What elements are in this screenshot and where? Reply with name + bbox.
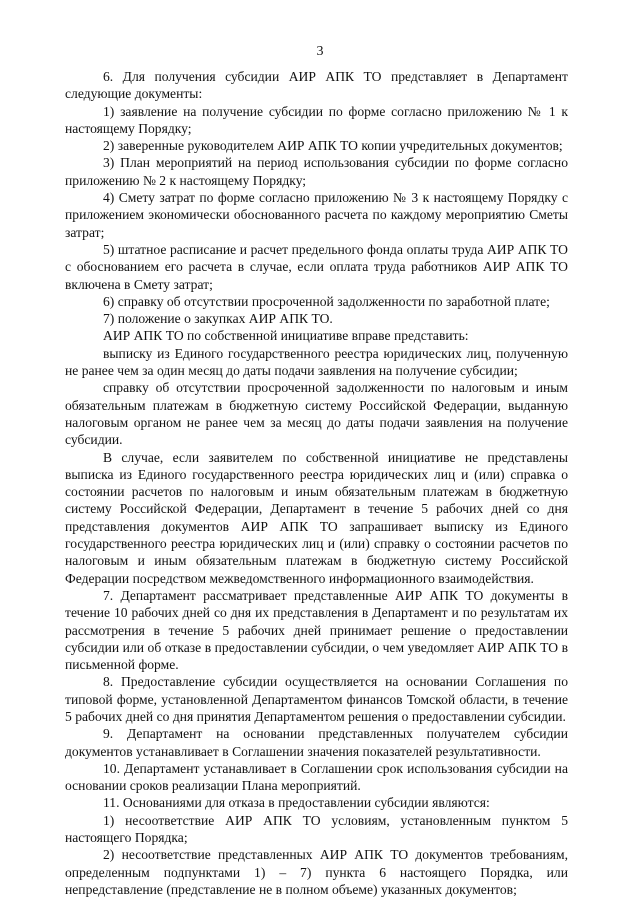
paragraph-11-item-1: 1) несоответствие АИР АПК ТО условиям, установленным пунктом 5 настоящего Порядка; — [65, 812, 568, 846]
paragraph-6-intro: 6. Для получения субсидии АИР АПК ТО представляет в Департамент следующие документы: — [65, 69, 568, 102]
paragraph-interagency-request: В случае, если заявителем по собственной инициативе не представлены выписка из Единого государственного реестра юридических лиц и (или) справка о состоянии расчетов по налоговым и иным обязательным платежам в бюджетную систему Российской Федерации, Департамент в течение 5 рабочих дней со дня представления документов АИР АПК ТО запрашивает выписку из Единого государственного реестра юридических лиц и (или) справку о состоянии расчетов по налоговым и иным обязательным платежам в бюджетную систему Российской Федерации посредством межведомственного информационного взаимодействия. — [65, 449, 568, 586]
document-body — [65, 68, 568, 898]
paragraph-6-item-4: 4) Смету затрат по форме согласно приложению № 3 к настоящему Порядку с приложением экономически обоснованного расчета по каждому мероприятию Сметы затрат; — [65, 190, 568, 240]
paragraph-6-item-3: 3) План мероприятий на период использования субсидии по форме согласно приложению № 2 к настоящему Порядку; — [65, 155, 568, 188]
paragraph-6-item-6: 6) справку об отсутствии просроченной задолженности по заработной плате; — [103, 293, 550, 309]
page-number: 3 — [316, 44, 324, 59]
paragraph-11-item-2: 2) несоответствие представленных АИР АПК ТО документов требованиям, определенным подпунктами 1) – 7) пункта 6 настоящего Порядка, или непредставление (представление не в полном объеме) указанных документов; — [65, 847, 568, 897]
paragraph-6-item-1: 1) заявление на получение субсидии по форме согласно приложению № 1 к настоящему Порядку; — [65, 103, 568, 136]
paragraph-6-item-5: 5) штатное расписание и расчет предельного фонда оплаты труда АИР АПК ТО с обоснованием его расчета в случае, если оплата труда работников АИР АПК ТО включена в Смету затрат; — [65, 241, 568, 292]
paragraph-7: 7. Департамент рассматривает представленные АИР АПК ТО документы в течение 10 рабочих дней со дня их представления в Департамент и по результатам их рассмотрения в течение 5 рабочих дней принимает решение о предоставлении субсидии или об отказе в предоставлении субсидии, о чем уведомляет АИР АПК ТО в письменной форме. — [65, 587, 568, 673]
paragraph-6-item-2: 2) заверенные руководителем АИР АПК ТО копии учредительных документов; — [103, 138, 563, 154]
paragraph-optional-intro: АИР АПК ТО по собственной инициативе вправе представить: — [103, 328, 469, 344]
paragraph-9: 9. Департамент на основании представленных получателем субсидии документов устанавливает в Соглашении значения показателей результативности. — [65, 726, 568, 759]
paragraph-11-intro: 11. Основаниями для отказа в предоставлении субсидии являются: — [103, 795, 490, 811]
paragraph-optional-extract: выписку из Единого государственного реестра юридических лиц, полученную не ранее чем за один месяц до даты подачи заявления на получение субсидии; — [65, 345, 568, 379]
paragraph-6-item-7: 7) положение о закупках АИР АПК ТО. — [103, 311, 333, 327]
paragraph-optional-certificate: справку об отсутствии просроченной задолженности по налоговым и иным обязательным платежам в бюджетную систему Российской Федерации, выданную налоговым органом не ранее чем за месяц до даты подачи заявления на получение субсидии. — [65, 380, 568, 448]
paragraph-8: 8. Предоставление субсидии осуществляется на основании Соглашения по типовой форме, установленной Департаментом финансов Томской области, в течение 5 рабочих дней со дня принятия Департаментом решения о предоставлении субсидии. — [65, 674, 568, 724]
paragraph-10: 10. Департамент устанавливает в Соглашении срок использования субсидии на основании сроков реализации Плана мероприятий. — [65, 760, 568, 794]
